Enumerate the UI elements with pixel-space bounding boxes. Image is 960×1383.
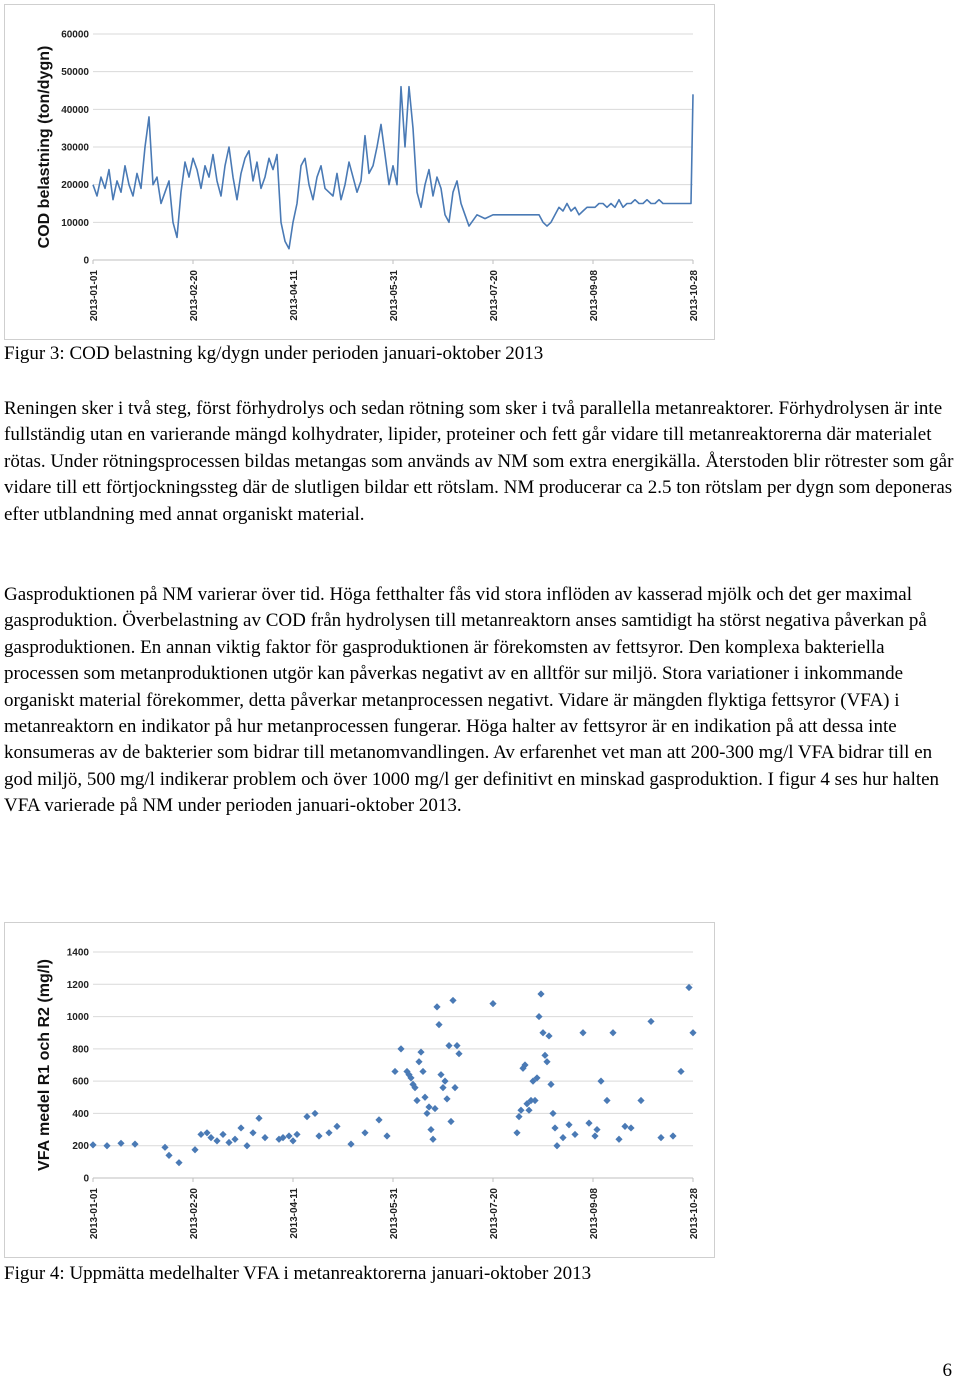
fig4-data-point — [445, 1042, 452, 1049]
fig4-data-point — [543, 1058, 550, 1065]
fig4-data-point — [225, 1139, 232, 1146]
fig4-data-point — [621, 1123, 628, 1130]
fig4-x-tick-label: 2013-01-01 — [89, 1188, 100, 1240]
fig4-data-point — [669, 1132, 676, 1139]
fig4-data-point — [545, 1032, 552, 1039]
fig4-data-point — [689, 1029, 696, 1036]
fig3-x-tick-label: 2013-09-08 — [589, 270, 600, 322]
fig4-data-point — [433, 1003, 440, 1010]
fig3-y-tick-label: 30000 — [61, 142, 89, 154]
fig4-data-point — [255, 1115, 262, 1122]
vfa-scatter-chart — [5, 923, 716, 1259]
fig4-data-point — [449, 997, 456, 1004]
fig4-data-point — [453, 1042, 460, 1049]
fig4-data-point — [219, 1131, 226, 1138]
fig4-data-point — [591, 1132, 598, 1139]
fig4-data-point — [289, 1137, 296, 1144]
paragraph-1: Reningen sker i två steg, först förhydrolys och sedan rötning som sker i två parallella metanreaktorer. Förhydrolysen är inte fullständig utan en varierande mängd kolhydrater, lipider, proteiner och fett går vidare till metanreaktorerna där materialet rötas. Under rötningsprocessen bildas metangas som används av NM som extra energikälla. Återstoden blir rötrester som går vidare till ett förtjockningssteg där de slutligen bildar ett rötslam. NM producerar ca 2.5 ton rötslam per dygn som deponeras efter utblandning med annat organiskt material. — [4, 398, 954, 525]
fig4-y-tick-label: 800 — [72, 1044, 89, 1056]
fig4-y-tick-label: 1400 — [66, 947, 89, 959]
fig4-data-point — [439, 1084, 446, 1091]
fig4-data-point — [531, 1097, 538, 1104]
fig4-data-point — [293, 1131, 300, 1138]
fig4-data-point — [131, 1141, 138, 1148]
fig4-data-point — [685, 984, 692, 991]
fig4-data-point — [423, 1110, 430, 1117]
fig4-data-point — [435, 1021, 442, 1028]
fig4-data-point — [311, 1110, 318, 1117]
fig4-data-point — [303, 1113, 310, 1120]
fig4-y-tick-label: 1200 — [66, 979, 89, 991]
fig4-data-point — [425, 1103, 432, 1110]
fig4-x-tick-label: 2013-02-20 — [189, 1188, 200, 1240]
fig4-data-point — [413, 1097, 420, 1104]
fig4-data-point — [547, 1081, 554, 1088]
fig4-data-point — [559, 1134, 566, 1141]
fig3-y-tick-label: 60000 — [61, 29, 89, 41]
fig3-y-tick-label: 0 — [83, 255, 89, 267]
fig3-y-tick-label: 20000 — [61, 180, 89, 192]
fig4-data-point — [541, 1052, 548, 1059]
fig4-data-point — [431, 1105, 438, 1112]
fig4-data-point — [597, 1078, 604, 1085]
fig4-y-tick-label: 200 — [72, 1141, 89, 1153]
fig4-data-point — [549, 1110, 556, 1117]
fig4-x-tick-label: 2013-05-31 — [389, 1188, 400, 1240]
cod-line-chart — [5, 5, 716, 341]
fig4-data-point — [441, 1078, 448, 1085]
fig4-data-point — [525, 1107, 532, 1114]
fig4-x-tick-label: 2013-04-11 — [289, 1188, 300, 1239]
fig4-y-tick-label: 0 — [83, 1173, 89, 1185]
fig3-x-tick-label: 2013-04-11 — [289, 270, 300, 321]
fig4-data-point — [237, 1124, 244, 1131]
fig3-x-tick-label: 2013-07-20 — [489, 270, 500, 322]
fig3-x-tick-label: 2013-02-20 — [189, 270, 200, 322]
fig3-x-tick-label: 2013-01-01 — [89, 270, 100, 322]
fig4-data-point — [515, 1113, 522, 1120]
fig4-y-tick-label: 1000 — [66, 1012, 89, 1024]
fig3-x-tick-label: 2013-05-31 — [389, 270, 400, 322]
fig4-x-tick-label: 2013-10-28 — [689, 1188, 700, 1240]
fig4-data-point — [383, 1132, 390, 1139]
fig4-data-point — [207, 1134, 214, 1141]
fig4-data-point — [603, 1097, 610, 1104]
fig4-data-point — [391, 1068, 398, 1075]
fig4-data-point — [553, 1142, 560, 1149]
fig3-y-tick-label: 40000 — [61, 104, 89, 116]
fig4-data-point — [191, 1146, 198, 1153]
fig4-data-point — [89, 1141, 96, 1148]
fig4-data-point — [579, 1029, 586, 1036]
fig4-data-point — [627, 1124, 634, 1131]
fig3-y-tick-label: 50000 — [61, 67, 89, 79]
fig4-data-point — [197, 1131, 204, 1138]
fig4-data-point — [161, 1144, 168, 1151]
fig4-data-point — [213, 1137, 220, 1144]
figure-4-caption: Figur 4: Uppmätta medelhalter VFA i metanreaktorerna januari-oktober 2013 — [4, 1263, 592, 1284]
fig4-data-point — [243, 1142, 250, 1149]
fig4-data-point — [415, 1058, 422, 1065]
fig4-x-tick-label: 2013-07-20 — [489, 1188, 500, 1240]
fig4-data-point — [165, 1152, 172, 1159]
fig4-y-axis-label: VFA medel R1 och R2 (mg/l) — [36, 959, 53, 1171]
fig4-data-point — [585, 1120, 592, 1127]
fig4-data-point — [231, 1136, 238, 1143]
fig4-data-point — [443, 1095, 450, 1102]
fig4-data-point — [657, 1134, 664, 1141]
fig4-data-point — [427, 1126, 434, 1133]
fig4-data-point — [175, 1159, 182, 1166]
fig4-data-point — [249, 1129, 256, 1136]
fig3-series-line — [93, 87, 693, 249]
fig4-data-point — [571, 1131, 578, 1138]
fig4-data-point — [455, 1050, 462, 1057]
fig4-data-point — [315, 1132, 322, 1139]
fig4-data-point — [437, 1071, 444, 1078]
fig4-data-point — [593, 1126, 600, 1133]
fig4-data-point — [421, 1094, 428, 1101]
fig4-data-point — [417, 1048, 424, 1055]
fig4-data-point — [451, 1084, 458, 1091]
fig4-data-point — [429, 1136, 436, 1143]
fig4-data-point — [551, 1124, 558, 1131]
fig4-data-point — [615, 1136, 622, 1143]
fig4-data-point — [647, 1018, 654, 1025]
fig4-data-point — [609, 1029, 616, 1036]
fig4-data-point — [513, 1129, 520, 1136]
fig4-data-point — [517, 1107, 524, 1114]
fig4-data-point — [397, 1045, 404, 1052]
fig4-data-point — [447, 1118, 454, 1125]
fig3-y-tick-label: 10000 — [61, 217, 89, 229]
fig4-data-point — [637, 1097, 644, 1104]
paragraph-2: Gasproduktionen på NM varierar över tid. Höga fetthalter fås vid stora inflöden av kasserad mjölk och det ger maximal gasproduktion. Överbelastning av COD från hydrolysen till metanreaktorn anses samtidigt ha störst negativa påverkan på gasproduktionen. En annan viktig faktor för gasproduktionen är förekomsten av fettsyror. Den komplexa bakteriella processen som metanproduktionen utgör kan påverkas negativt av en alltför sur miljö. Stora variationer i inkommande organiskt material förekommer, detta påverkar metanprocessen negativt. Vidare är mängden flyktiga fettsyror (VFA) i metanreaktorn en indikator på hur metanprocessen fungerar. Höga halter av fettsyror är en indikation på att dessa inte konsumeras av de bakterier som bidrar till metanomvandlingen. Av erfarenhet vet man att 200-300 mg/l VFA bidrar till en god miljö, 500 mg/l indikerar problem och över 1000 mg/l ger definitivt en minskad gasproduktion. I figur 4 ses hur halten VFA varierade på NM under perioden januari-oktober 2013. — [4, 584, 940, 817]
fig4-data-point — [347, 1141, 354, 1148]
fig4-data-point — [535, 1013, 542, 1020]
fig4-data-point — [677, 1068, 684, 1075]
fig4-y-tick-label: 400 — [72, 1108, 89, 1120]
fig4-data-point — [261, 1134, 268, 1141]
fig4-data-point — [419, 1068, 426, 1075]
fig4-data-point — [489, 1000, 496, 1007]
fig4-data-point — [325, 1129, 332, 1136]
figure-3-caption: Figur 3: COD belastning kg/dygn under perioden januari-oktober 2013 — [4, 343, 544, 364]
fig4-data-point — [285, 1132, 292, 1139]
figure-3-chart — [4, 4, 715, 340]
fig3-y-axis-label: COD belastning (ton/dygn) — [36, 45, 53, 249]
fig4-data-point — [375, 1116, 382, 1123]
page-number: 6 — [942, 1360, 952, 1381]
fig4-data-point — [103, 1142, 110, 1149]
fig4-x-tick-label: 2013-09-08 — [589, 1188, 600, 1240]
figure-4-chart — [4, 922, 715, 1258]
fig4-data-point — [361, 1129, 368, 1136]
fig4-data-point — [333, 1123, 340, 1130]
fig4-data-point — [537, 990, 544, 997]
fig3-x-tick-label: 2013-10-28 — [689, 270, 700, 322]
fig4-data-point — [203, 1129, 210, 1136]
fig4-y-tick-label: 600 — [72, 1076, 89, 1088]
fig4-data-point — [539, 1029, 546, 1036]
fig4-data-point — [565, 1121, 572, 1128]
